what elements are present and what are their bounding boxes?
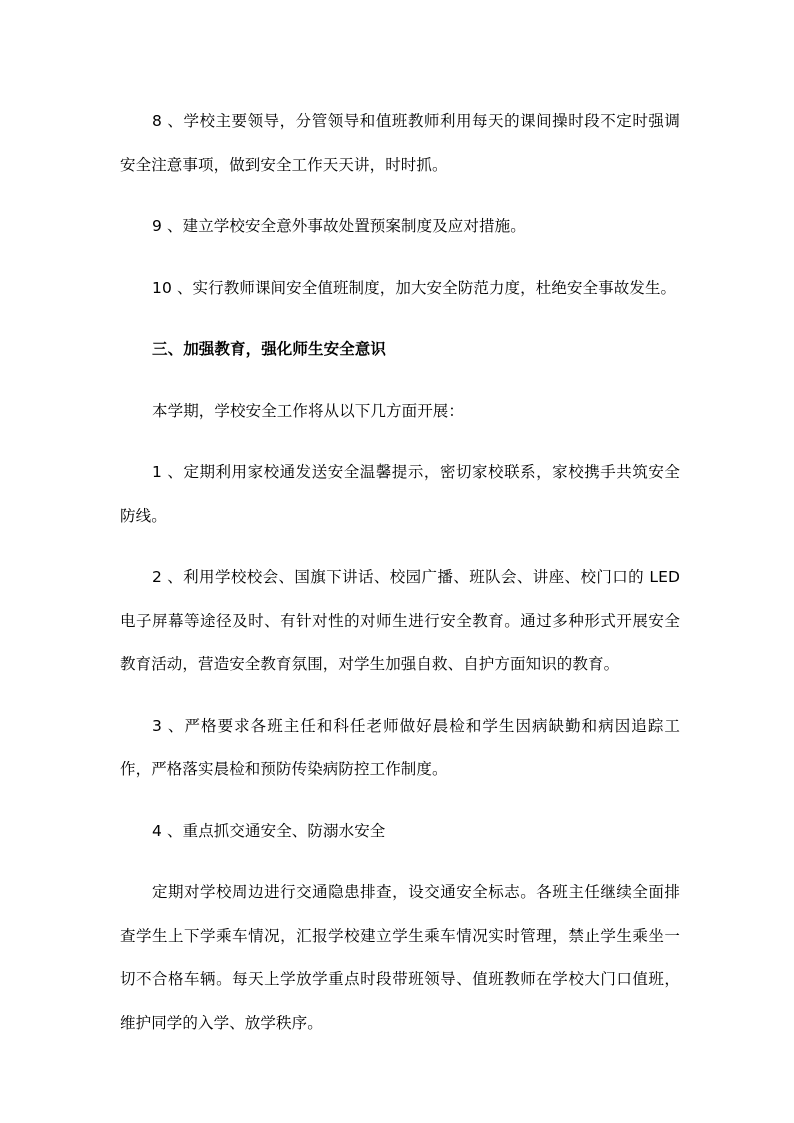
paragraph-item-2: 2 、利用学校校会、国旗下讲话、校园广播、班队会、讲座、校门口的 LED 电子屏幕等途径及时、有针对性的对师生进行安全教育。通过多种形式开展安全教育活动，营造安全教育氛围，对学生加强自救、自护方面知识的教育。 [120,568,680,673]
paragraph-item-4: 4 、重点抓交通安全、防溺水安全 [152,821,386,840]
paragraph-traffic-safety: 定期对学校周边进行交通隐患排查，设交通安全标志。各班主任继续全面排查学生上下学乘车情况，汇报学校建立学生乘车情况实时管理，禁止学生乘坐一切不合格车辆。每天上学放学重点时段带班领导、值班教师在学校大门口值班，维护同学的入学、放学秩序。 [120,883,680,1032]
paragraph-intro: 本学期，学校安全工作将从以下几方面开展： [152,401,465,420]
paragraph-item-3: 3 、严格要求各班主任和科任老师做好晨检和学生因病缺勤和病因追踪工作，严格落实晨检和预防传染病防控工作制度。 [120,716,680,778]
paragraph-item-1: 1 、定期利用家校通发送安全温馨提示，密切家校联系，家校携手共筑安全防线。 [120,463,680,525]
paragraph-item-9: 9 、建立学校安全意外事故处置预案制度及应对措施。 [152,217,526,235]
document-body [120,100,680,1063]
section-heading: 三、加强教育，强化师生安全意识 [152,340,387,358]
paragraph-item-8: 8 、学校主要领导，分管领导和值班教师利用每天的课间操时段不定时强调安全注意事项，做到安全工作天天讲，时时抓。 [120,112,680,174]
paragraph-item-10: 10 、实行教师课间安全值班制度，加大安全防范力度，杜绝安全事故发生。 [152,278,677,297]
